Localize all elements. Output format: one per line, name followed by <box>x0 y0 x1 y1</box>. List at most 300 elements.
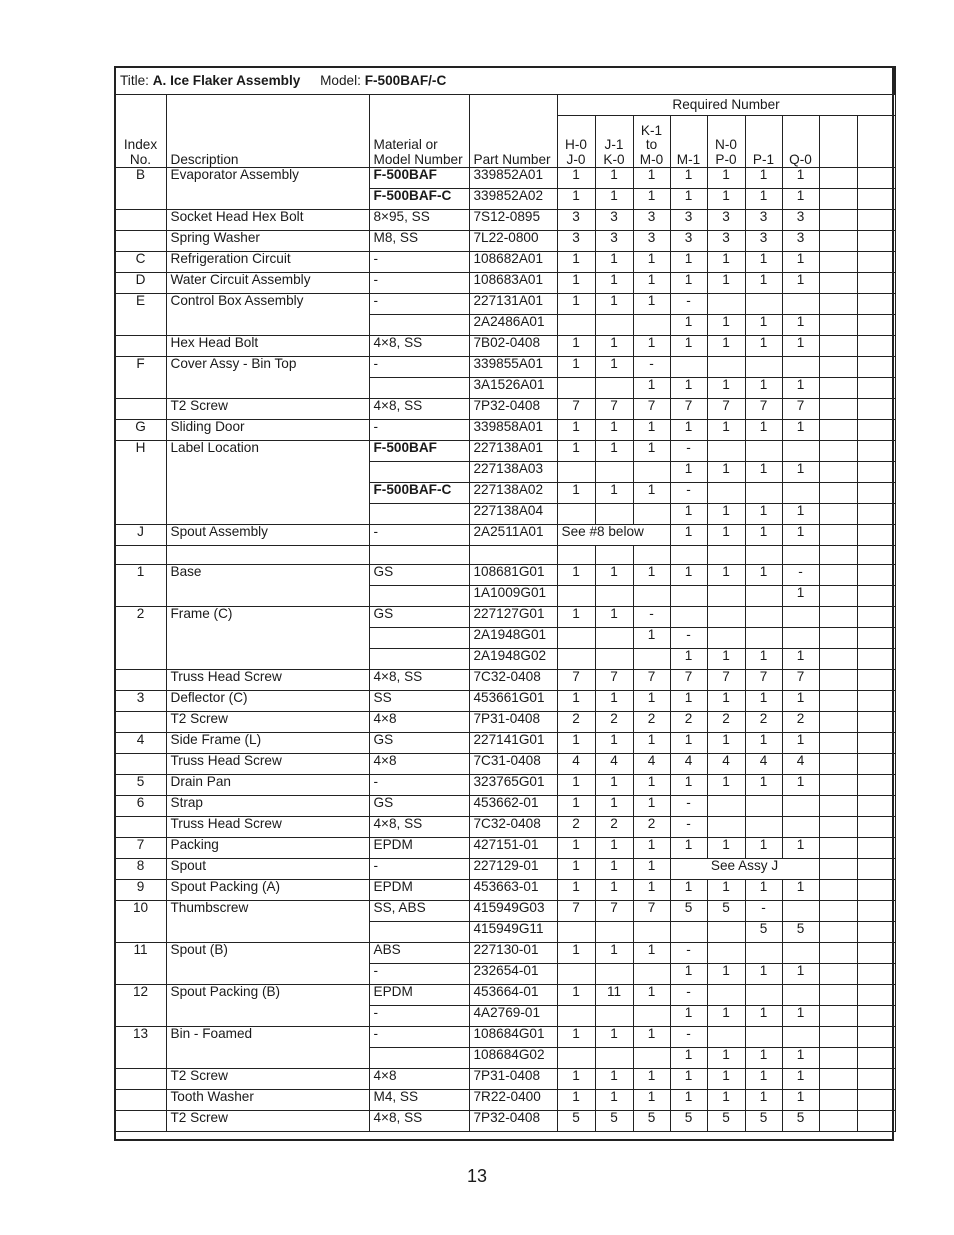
qty-cell: 1 <box>707 1090 745 1111</box>
qty-cell <box>595 315 633 336</box>
qty-cell: 1 <box>782 420 819 441</box>
blank-cell <box>819 378 857 399</box>
qty-cell: 1 <box>670 1048 707 1069</box>
blank-cell <box>857 315 895 336</box>
blank-cell <box>819 922 857 943</box>
blank-cell <box>819 901 857 922</box>
qty-cell <box>707 943 745 964</box>
qty-cell: 1 <box>782 378 819 399</box>
table-row <box>115 628 895 649</box>
qty-cell: 1 <box>745 315 782 336</box>
blank-cell <box>819 964 857 985</box>
qty-cell: 1 <box>745 1069 782 1090</box>
blank-cell <box>819 483 857 504</box>
blank-cell <box>857 733 895 754</box>
index-cell: 13 <box>115 1027 166 1048</box>
qty-cell <box>633 504 670 525</box>
index-cell: 2 <box>115 607 166 628</box>
qty-cell: 1 <box>707 1069 745 1090</box>
description-cell <box>166 628 369 649</box>
qty-cell: - <box>670 628 707 649</box>
index-cell: D <box>115 273 166 294</box>
qty-cell: 1 <box>670 649 707 670</box>
part-number-cell: 453663-01 <box>469 880 557 901</box>
table-row <box>115 985 895 1006</box>
table-row <box>115 462 895 483</box>
table-row <box>115 817 895 838</box>
qty-cell <box>782 901 819 922</box>
parts-list-table <box>114 66 896 1132</box>
description-cell: T2 Screw <box>166 1111 369 1132</box>
qty-cell <box>633 1006 670 1027</box>
blank-cell <box>819 607 857 628</box>
blank-cell <box>819 712 857 733</box>
qty-cell: 1 <box>745 525 782 546</box>
qty-cell: 1 <box>633 628 670 649</box>
qty-cell: 1 <box>707 462 745 483</box>
qty-cell <box>782 817 819 838</box>
qty-cell: 1 <box>633 1090 670 1111</box>
table-row <box>115 1111 895 1132</box>
qty-cell: 1 <box>557 1090 595 1111</box>
index-cell <box>115 670 166 691</box>
qty-cell: 1 <box>633 336 670 357</box>
qty-cell: 1 <box>707 565 745 586</box>
blank-cell <box>857 607 895 628</box>
qty-cell: 5 <box>670 1111 707 1132</box>
qty-cell: 1 <box>707 378 745 399</box>
description-cell: Packing <box>166 838 369 859</box>
qty-cell <box>595 462 633 483</box>
part-number-cell: 227138A02 <box>469 483 557 504</box>
header-col-0: H-0 J-0 <box>557 116 595 168</box>
table-row <box>115 565 895 586</box>
qty-cell: 1 <box>595 565 633 586</box>
part-number-cell: 108682A01 <box>469 252 557 273</box>
material-cell: - <box>369 859 469 880</box>
required-qty-note: See Assy J <box>670 859 819 880</box>
qty-cell: 1 <box>557 441 595 462</box>
header-col-blank <box>857 116 895 168</box>
material-cell: F-500BAF <box>369 168 469 189</box>
qty-cell: 1 <box>745 1006 782 1027</box>
qty-cell: 1 <box>670 525 707 546</box>
qty-cell <box>670 586 707 607</box>
qty-cell: 1 <box>595 775 633 796</box>
qty-cell <box>633 922 670 943</box>
part-number-cell: 108681G01 <box>469 565 557 586</box>
index-cell: 4 <box>115 733 166 754</box>
qty-cell: 1 <box>595 733 633 754</box>
part-number-cell: 3A1526A01 <box>469 378 557 399</box>
qty-cell: 1 <box>633 859 670 880</box>
material-cell: - <box>369 252 469 273</box>
description-cell <box>166 504 369 525</box>
qty-cell <box>782 1027 819 1048</box>
title-label: Title: <box>120 72 149 88</box>
description-cell: Truss Head Screw <box>166 670 369 691</box>
index-cell: C <box>115 252 166 273</box>
qty-cell: 1 <box>670 1069 707 1090</box>
qty-cell <box>745 483 782 504</box>
index-cell <box>115 504 166 525</box>
header-col-6: Q-0 <box>782 116 819 168</box>
blank-cell <box>819 880 857 901</box>
material-cell: 4×8, SS <box>369 399 469 420</box>
blank-cell <box>819 817 857 838</box>
material-cell: F-500BAF-C <box>369 189 469 210</box>
qty-cell: 1 <box>745 462 782 483</box>
qty-cell <box>595 922 633 943</box>
qty-cell <box>707 817 745 838</box>
qty-cell: 4 <box>670 754 707 775</box>
qty-cell: 1 <box>633 985 670 1006</box>
material-cell: M4, SS <box>369 1090 469 1111</box>
header-col-1: J-1 K-0 <box>595 116 633 168</box>
header-col-4: N-0 P-0 <box>707 116 745 168</box>
table-row <box>115 1006 895 1027</box>
qty-cell <box>782 628 819 649</box>
qty-cell: 1 <box>557 691 595 712</box>
spacer-cell <box>595 546 633 565</box>
qty-cell: 1 <box>595 273 633 294</box>
qty-cell <box>633 649 670 670</box>
description-cell: Spout Packing (B) <box>166 985 369 1006</box>
table-row <box>115 357 895 378</box>
qty-cell: 3 <box>707 210 745 231</box>
qty-cell <box>595 504 633 525</box>
description-cell <box>166 483 369 504</box>
qty-cell: 5 <box>595 1111 633 1132</box>
description-cell: Truss Head Screw <box>166 817 369 838</box>
material-cell: 4×8, SS <box>369 336 469 357</box>
blank-cell <box>819 859 857 880</box>
index-cell <box>115 210 166 231</box>
material-cell: GS <box>369 565 469 586</box>
part-number-cell: 7P32-0408 <box>469 399 557 420</box>
index-cell: G <box>115 420 166 441</box>
qty-cell: 5 <box>782 922 819 943</box>
blank-cell <box>857 336 895 357</box>
blank-cell <box>857 399 895 420</box>
qty-cell: 1 <box>782 775 819 796</box>
qty-cell: 5 <box>707 901 745 922</box>
qty-cell: 3 <box>670 210 707 231</box>
index-cell: E <box>115 294 166 315</box>
qty-cell: 4 <box>745 754 782 775</box>
qty-cell: 1 <box>633 796 670 817</box>
header-col-2: K-1 to M-0 <box>633 116 670 168</box>
part-number-cell: 7C32-0408 <box>469 817 557 838</box>
qty-cell: 3 <box>745 231 782 252</box>
qty-cell: 1 <box>633 378 670 399</box>
qty-cell: 1 <box>670 964 707 985</box>
qty-cell: 1 <box>782 964 819 985</box>
qty-cell: 7 <box>707 399 745 420</box>
qty-cell: 5 <box>745 922 782 943</box>
part-number-cell: 2A2486A01 <box>469 315 557 336</box>
part-number-cell: 7C32-0408 <box>469 670 557 691</box>
blank-cell <box>819 586 857 607</box>
table-row <box>115 880 895 901</box>
qty-cell <box>557 649 595 670</box>
description-cell: Side Frame (L) <box>166 733 369 754</box>
qty-cell: 1 <box>633 168 670 189</box>
blank-cell <box>857 1090 895 1111</box>
qty-cell: 1 <box>745 565 782 586</box>
qty-cell: - <box>670 796 707 817</box>
qty-cell: 1 <box>557 357 595 378</box>
material-cell <box>369 586 469 607</box>
part-number-cell: 339852A02 <box>469 189 557 210</box>
material-cell: 4×8, SS <box>369 670 469 691</box>
description-cell: Spout (B) <box>166 943 369 964</box>
qty-cell: 1 <box>557 336 595 357</box>
qty-cell: 1 <box>782 733 819 754</box>
qty-cell: 1 <box>670 336 707 357</box>
table-row <box>115 378 895 399</box>
part-number-cell: 339858A01 <box>469 420 557 441</box>
part-number-cell: 323765G01 <box>469 775 557 796</box>
qty-cell: 3 <box>595 231 633 252</box>
blank-cell <box>857 1006 895 1027</box>
qty-cell: 3 <box>745 210 782 231</box>
part-number-cell: 7P31-0408 <box>469 1069 557 1090</box>
blank-cell <box>857 210 895 231</box>
qty-cell: 5 <box>633 1111 670 1132</box>
blank-cell <box>857 252 895 273</box>
qty-cell: - <box>670 817 707 838</box>
blank-cell <box>857 273 895 294</box>
qty-cell: 1 <box>745 733 782 754</box>
description-cell: Spring Washer <box>166 231 369 252</box>
part-number-cell: 2A1948G02 <box>469 649 557 670</box>
table-row <box>115 775 895 796</box>
spacer-cell <box>745 546 782 565</box>
qty-cell: 3 <box>782 210 819 231</box>
description-cell <box>166 315 369 336</box>
qty-cell: 1 <box>707 649 745 670</box>
qty-cell: 1 <box>745 649 782 670</box>
qty-cell: 1 <box>595 859 633 880</box>
spacer-cell <box>782 546 819 565</box>
qty-cell: 7 <box>707 670 745 691</box>
qty-cell: 1 <box>557 796 595 817</box>
material-cell: - <box>369 357 469 378</box>
qty-cell <box>707 441 745 462</box>
qty-cell: 1 <box>782 252 819 273</box>
qty-cell: 1 <box>670 838 707 859</box>
blank-cell <box>819 754 857 775</box>
description-cell: Cover Assy - Bin Top <box>166 357 369 378</box>
qty-cell: 1 <box>595 336 633 357</box>
qty-cell <box>707 1027 745 1048</box>
blank-cell <box>819 670 857 691</box>
blank-cell <box>819 1048 857 1069</box>
qty-cell <box>745 628 782 649</box>
qty-cell: 1 <box>595 1027 633 1048</box>
qty-cell: 1 <box>782 1006 819 1027</box>
qty-cell <box>595 628 633 649</box>
blank-cell <box>857 1027 895 1048</box>
blank-cell <box>819 357 857 378</box>
qty-cell <box>707 607 745 628</box>
qty-cell <box>595 1048 633 1069</box>
qty-cell: 1 <box>670 273 707 294</box>
material-cell: - <box>369 294 469 315</box>
part-number-cell: 7L22-0800 <box>469 231 557 252</box>
index-cell <box>115 1090 166 1111</box>
qty-cell: 1 <box>745 168 782 189</box>
qty-cell: 5 <box>707 1111 745 1132</box>
qty-cell <box>557 628 595 649</box>
description-cell <box>166 964 369 985</box>
qty-cell: 1 <box>782 336 819 357</box>
qty-cell: - <box>633 357 670 378</box>
qty-cell: 1 <box>633 420 670 441</box>
qty-cell: 1 <box>782 525 819 546</box>
qty-cell: 1 <box>745 504 782 525</box>
blank-cell <box>819 504 857 525</box>
index-cell <box>115 189 166 210</box>
qty-cell: 1 <box>745 189 782 210</box>
index-cell <box>115 315 166 336</box>
blank-cell <box>857 586 895 607</box>
blank-cell <box>819 1069 857 1090</box>
qty-cell <box>782 357 819 378</box>
qty-cell: 2 <box>595 817 633 838</box>
table-row <box>115 1027 895 1048</box>
index-cell: 3 <box>115 691 166 712</box>
blank-cell <box>857 525 895 546</box>
material-cell: SS <box>369 691 469 712</box>
blank-cell <box>857 1111 895 1132</box>
qty-cell: - <box>670 294 707 315</box>
description-cell: T2 Screw <box>166 712 369 733</box>
qty-cell: 1 <box>557 252 595 273</box>
index-cell <box>115 399 166 420</box>
qty-cell: 1 <box>557 189 595 210</box>
blank-cell <box>857 943 895 964</box>
qty-cell <box>782 441 819 462</box>
qty-cell: 1 <box>595 796 633 817</box>
qty-cell: 1 <box>557 880 595 901</box>
qty-cell: 1 <box>707 1048 745 1069</box>
blank-cell <box>857 483 895 504</box>
spacer-cell <box>469 546 557 565</box>
part-number-cell: 227138A01 <box>469 441 557 462</box>
qty-cell: 2 <box>670 712 707 733</box>
qty-cell: 1 <box>670 775 707 796</box>
part-number-cell: 415949G03 <box>469 901 557 922</box>
material-cell: EPDM <box>369 985 469 1006</box>
qty-cell: - <box>633 607 670 628</box>
blank-cell <box>819 168 857 189</box>
blank-cell <box>819 315 857 336</box>
table-row <box>115 420 895 441</box>
part-number-cell: 2A2511A01 <box>469 525 557 546</box>
qty-cell <box>557 586 595 607</box>
qty-cell <box>782 294 819 315</box>
index-cell <box>115 1069 166 1090</box>
description-cell <box>166 378 369 399</box>
qty-cell: 1 <box>595 483 633 504</box>
qty-cell: 7 <box>670 399 707 420</box>
qty-cell: 1 <box>595 1069 633 1090</box>
table-row <box>115 754 895 775</box>
qty-cell: 1 <box>707 691 745 712</box>
qty-cell: 1 <box>745 691 782 712</box>
qty-cell <box>745 985 782 1006</box>
qty-cell: 1 <box>633 1069 670 1090</box>
qty-cell <box>745 1027 782 1048</box>
description-cell <box>166 1048 369 1069</box>
material-cell: - <box>369 1027 469 1048</box>
qty-cell: 1 <box>595 441 633 462</box>
qty-cell: 1 <box>557 943 595 964</box>
part-number-cell: 427151-01 <box>469 838 557 859</box>
qty-cell: 1 <box>633 943 670 964</box>
table-row <box>115 504 895 525</box>
index-cell <box>115 1006 166 1027</box>
qty-cell: 1 <box>557 273 595 294</box>
qty-cell: 1 <box>707 880 745 901</box>
part-number-cell: 453664-01 <box>469 985 557 1006</box>
material-cell <box>369 649 469 670</box>
qty-cell: 1 <box>707 504 745 525</box>
qty-cell: 1 <box>557 168 595 189</box>
spacer-cell <box>633 546 670 565</box>
table-row <box>115 231 895 252</box>
qty-cell: 2 <box>633 817 670 838</box>
qty-cell: 4 <box>707 754 745 775</box>
description-cell: Spout Packing (A) <box>166 880 369 901</box>
qty-cell <box>633 964 670 985</box>
qty-cell: - <box>782 565 819 586</box>
blank-cell <box>857 859 895 880</box>
qty-cell: 1 <box>745 1048 782 1069</box>
material-cell: - <box>369 775 469 796</box>
qty-cell: 7 <box>595 670 633 691</box>
index-cell: 12 <box>115 985 166 1006</box>
blank-cell <box>819 775 857 796</box>
qty-cell <box>707 628 745 649</box>
part-number-cell: 453661G01 <box>469 691 557 712</box>
part-number-cell: 227141G01 <box>469 733 557 754</box>
table-row <box>115 901 895 922</box>
header-col-blank <box>819 116 857 168</box>
qty-cell: 7 <box>557 901 595 922</box>
header-index: Index No. <box>115 95 166 168</box>
qty-cell: 7 <box>557 399 595 420</box>
blank-cell <box>819 1006 857 1027</box>
description-cell: Refrigeration Circuit <box>166 252 369 273</box>
blank-cell <box>819 231 857 252</box>
qty-cell: 1 <box>782 315 819 336</box>
material-cell: 8×95, SS <box>369 210 469 231</box>
qty-cell: 1 <box>707 336 745 357</box>
qty-cell <box>707 985 745 1006</box>
blank-cell <box>857 985 895 1006</box>
description-cell: T2 Screw <box>166 1069 369 1090</box>
index-cell <box>115 378 166 399</box>
material-cell: F-500BAF <box>369 441 469 462</box>
index-cell: B <box>115 168 166 189</box>
qty-cell: 1 <box>633 733 670 754</box>
description-cell: Frame (C) <box>166 607 369 628</box>
blank-cell <box>819 649 857 670</box>
blank-cell <box>857 712 895 733</box>
